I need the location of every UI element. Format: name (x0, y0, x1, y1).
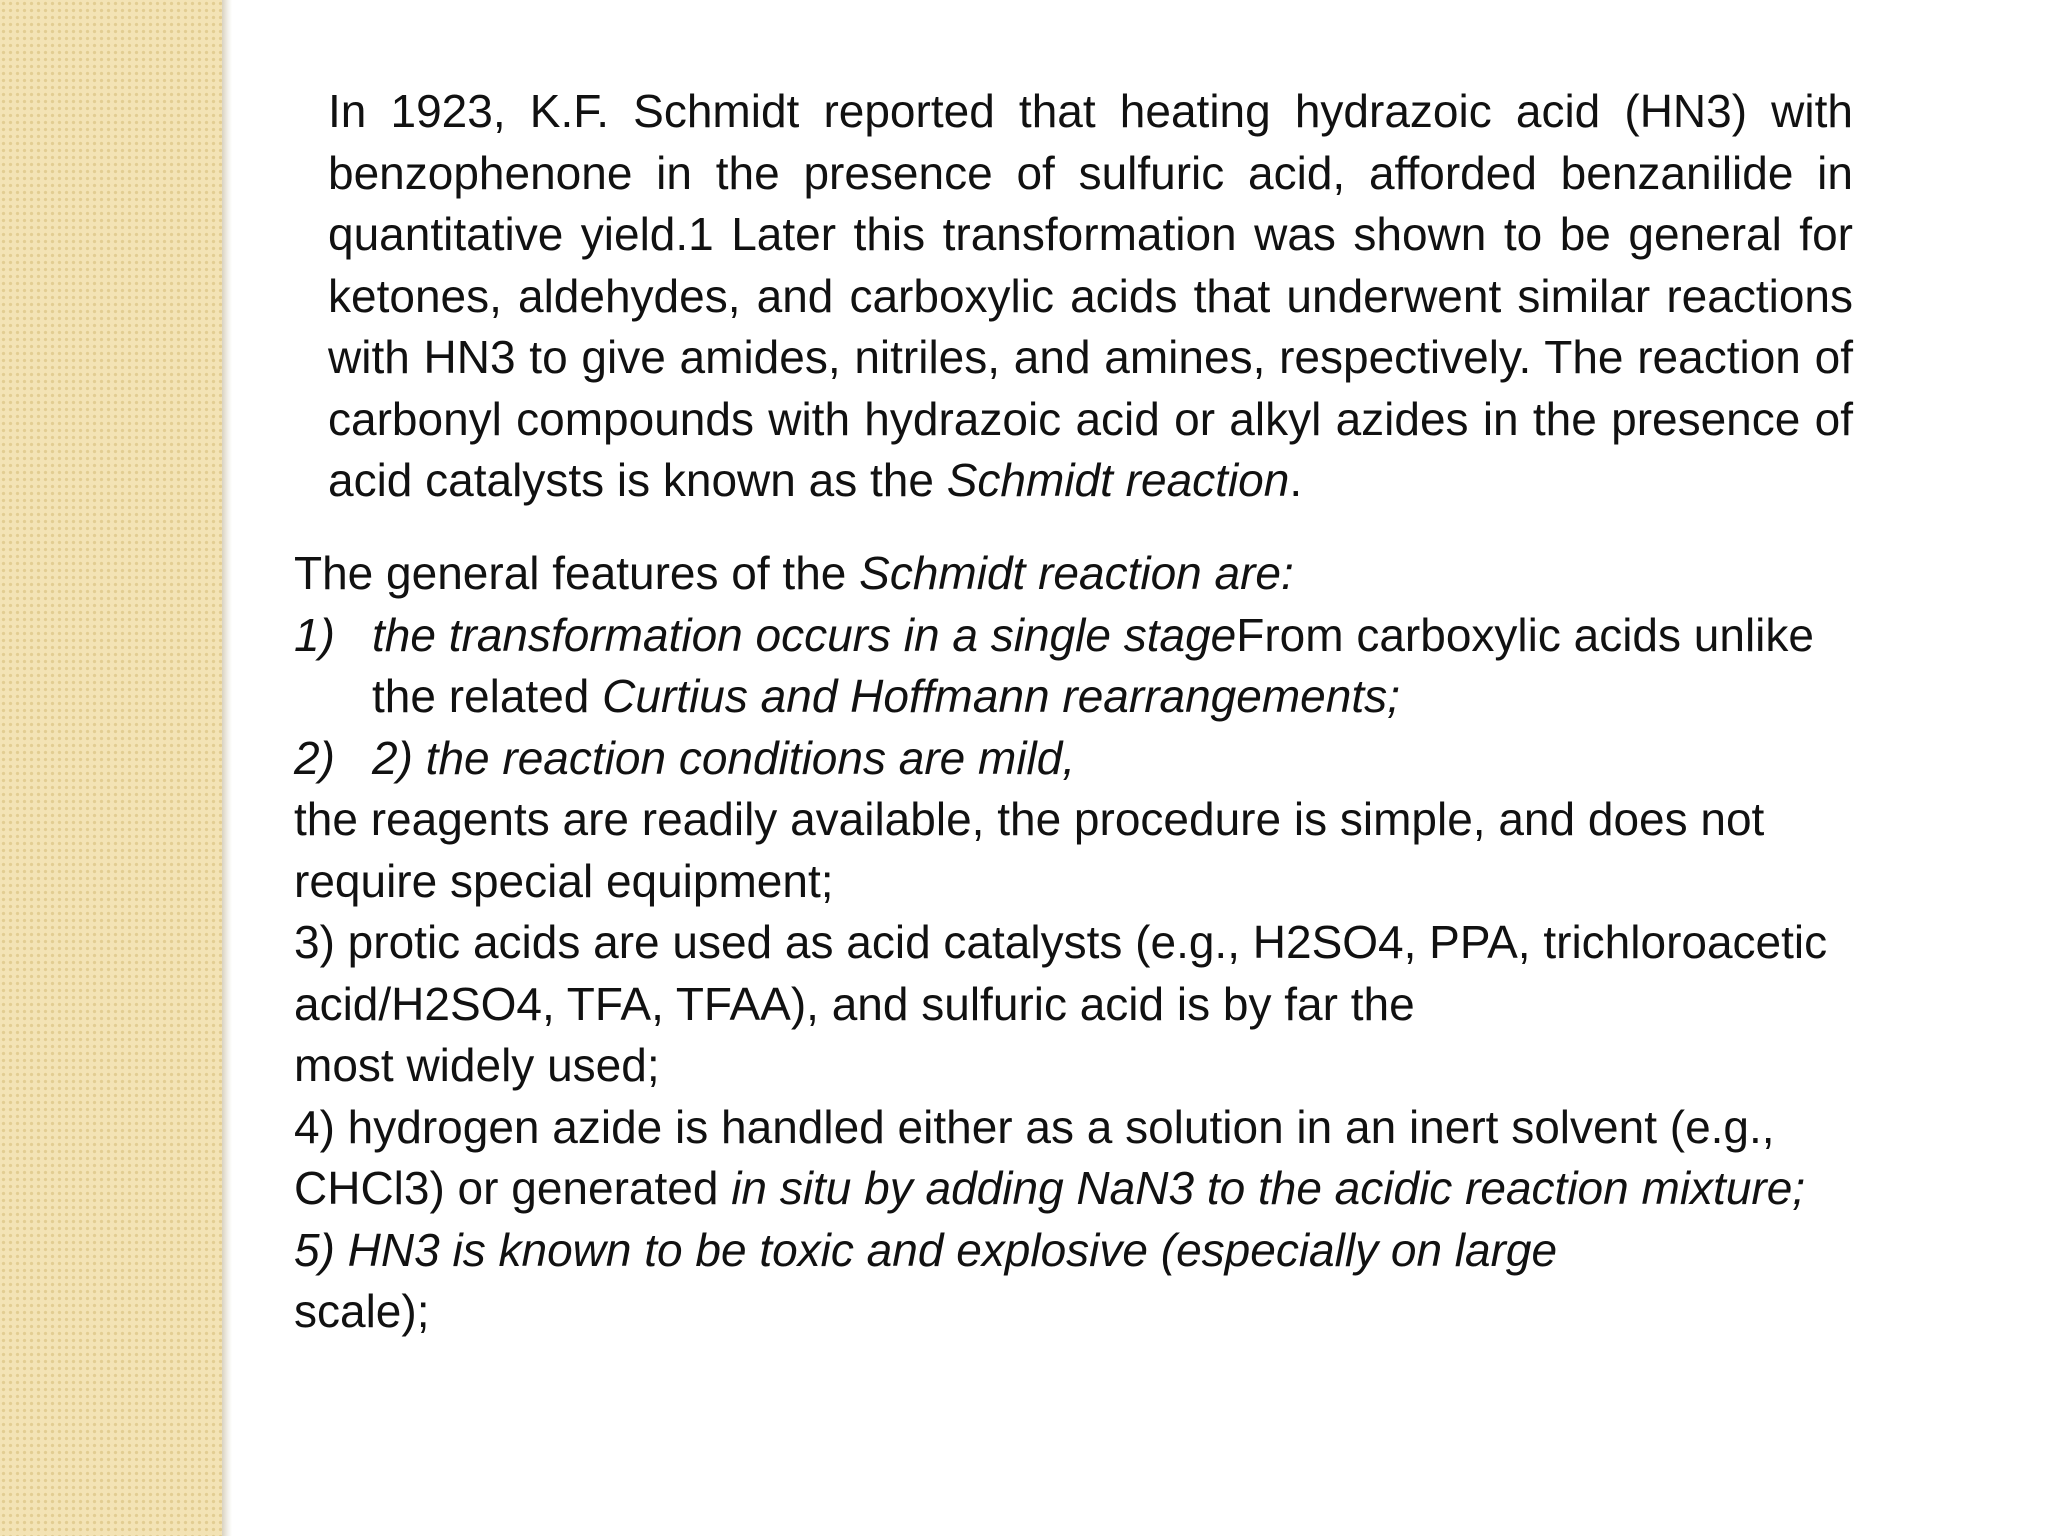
features-heading (294, 543, 2014, 605)
line-3b: acid/H2SO4, TFA, TFAA), and sulfuric acid is by far the (294, 977, 1415, 1030)
item-1-cont-italic: Curtius and Hoffmann rearrangements; (602, 670, 1400, 722)
line-4b-italic: in situ by adding NaN3 to the acidic reaction mixture; (731, 1162, 1806, 1214)
item-2-number: 2) (294, 731, 335, 784)
line-5a (294, 1220, 2014, 1282)
feature-item-2 (294, 728, 2014, 790)
item-1-italic: the transformation occurs in a single stage (372, 608, 1237, 661)
item-1-cont-text: the related (372, 670, 603, 722)
intro-end: . (1289, 454, 1303, 506)
item-2-italic: 2) the reaction conditions are mild, (372, 731, 1076, 784)
intro-reaction-name: Schmidt reaction (946, 454, 1290, 506)
line-4a: 4) hydrogen azide is handled either as a solution in an inert solvent (e.g., (294, 1100, 1775, 1153)
features-heading-text: The general features of the (294, 547, 860, 599)
line-3a: 3) protic acids are used as acid catalysts (e.g., H2SO4, PPA, trichloroacetic (294, 916, 1828, 968)
feature-item-1-continued (294, 666, 2014, 728)
side-band-shadow (222, 0, 232, 1536)
line-5b: scale); (294, 1285, 430, 1337)
decorative-side-band (0, 0, 222, 1536)
features-block (294, 543, 2014, 1343)
item-1-number: 1) (294, 608, 335, 661)
line-3c: most widely used; (294, 1039, 660, 1091)
intro-text: In 1923, K.F. Schmidt reported that heating hydrazoic acid (HN3) with benzophenone in the presence of sulfuric acid, afforded benzanilide in quantitative yield.1 Later this transformation was shown to be general for ketones, aldehydes, and carboxylic acids that underwent similar reactions with HN3 to give amides, nitriles, and amines, respectively. The reaction of carbonyl compounds with hydrazoic acid or alkyl azides in the presence of acid catalysts is known as the (328, 85, 1853, 506)
line-5a-italic: 5) HN3 is known to be toxic and explosive (especially on large (294, 1223, 1558, 1276)
line-4b (294, 1158, 2014, 1220)
feature-item-1 (294, 605, 2014, 667)
line-equipment: require special equipment; (294, 854, 834, 907)
item-1-text: From carboxylic acids unlike (1236, 608, 1814, 661)
line-reagents: the reagents are readily available, the procedure is simple, and does not (294, 793, 1765, 845)
intro-paragraph (328, 81, 1853, 512)
line-4b-text: CHCl3) or generated (294, 1162, 732, 1214)
features-heading-italic: Schmidt reaction are: (859, 547, 1294, 599)
